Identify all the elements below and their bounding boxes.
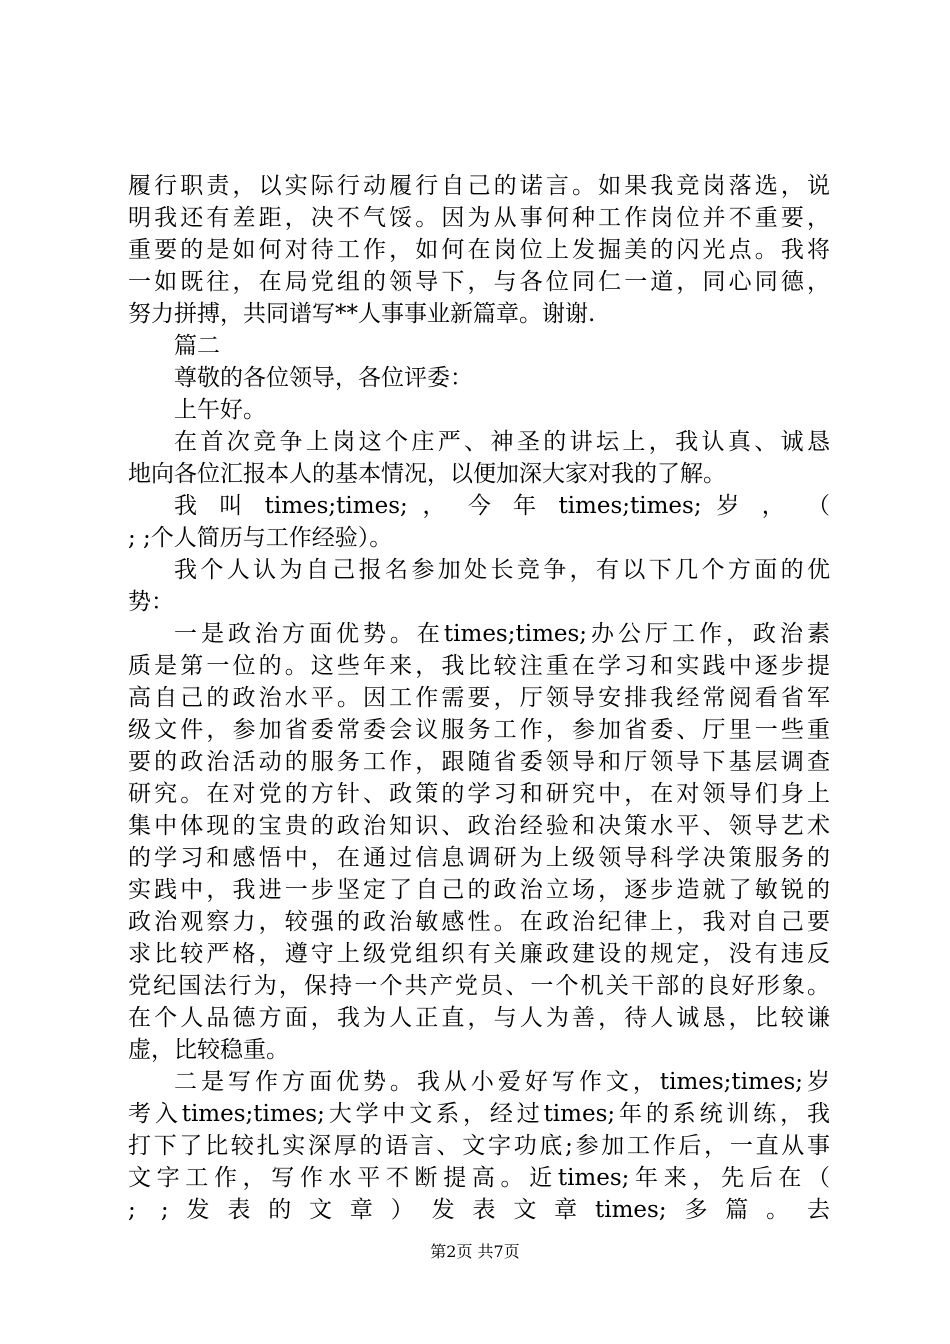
text-line: 要的政治活动的服务工作，跟随省委领导和厅领导下基层调查 [128,749,830,775]
text-line: 党纪国法行为，保持一个共产党员、一个机关干部的良好形象。 [128,973,830,999]
text-line: 打下了比较扎实深厚的语言、文字功底;参加工作后，一直从事 [128,1133,830,1159]
page-footer: 第2页 共7页 [430,1242,520,1261]
text-line: 在个人品德方面，我为人正直，与人为善，待人诚恳，比较谦 [128,1005,830,1031]
text-line: 文字工作，写作水平不断提高。近times;年来，先后在（ [128,1165,830,1191]
text-line: 虚，比较稳重。 [128,1037,289,1063]
document-body [128,170,830,1226]
text-line: 履行职责，以实际行动履行自己的诺言。如果我竞岗落选，说 [128,173,830,199]
text-line: 集中体现的宝贵的政治知识、政治经验和决策水平、领导艺术 [128,813,830,839]
text-line: 尊敬的各位领导，各位评委： [174,365,473,391]
text-line: 政治观察力，较强的政治敏感性。在政治纪律上，我对自己要 [128,909,830,935]
text-line: 二是写作方面优势。我从小爱好写作文，times;times;岁 [174,1069,830,1095]
text-line: 高自己的政治水平。因工作需要，厅领导安排我经常阅看省军 [128,685,830,711]
text-line: 我个人认为自己报名参加处长竞争，有以下几个方面的优 [174,557,830,583]
text-line: 研究。在对党的方针、政策的学习和研究中，在对领导们身上 [128,781,830,807]
text-line: 我 叫 times;times; ， 今 年 times;times; 岁 ， （ [174,493,830,519]
text-line: 努力拼搏，共同谱写**人事事业新篇章。谢谢. [128,301,596,327]
text-line: 一是政治方面优势。在times;times;办公厅工作，政治素 [174,621,830,647]
text-line: 质是第一位的。这些年来，我比较注重在学习和实践中逐步提 [128,653,830,679]
text-line: ; ;发表的文章）发表文章times;多篇。去 [128,1197,830,1223]
text-line: 篇二 [174,333,220,359]
text-line: 级文件，参加省委常委会议服务工作，参加省委、厅里一些重 [128,717,830,743]
text-line: 实践中，我进一步坚定了自己的政治立场，逐步造就了敏锐的 [128,877,830,903]
text-line: 考入times;times;大学中文系，经过times;年的系统训练，我 [128,1101,830,1127]
text-line: 的学习和感悟中，在通过信息调研为上级领导科学决策服务的 [128,845,830,871]
text-line: 一如既往，在局党组的领导下，与各位同仁一道，同心同德， [128,269,830,295]
text-line: 明我还有差距，决不气馁。因为从事何种工作岗位并不重要， [128,205,830,231]
text-line: 求比较严格，遵守上级党组织有关廉政建设的规定，没有违反 [128,941,830,967]
text-line: 上午好。 [174,397,266,423]
text-line: 势： [128,589,174,615]
text-line: 重要的是如何对待工作，如何在岗位上发掘美的闪光点。我将 [128,237,830,263]
text-line: 地向各位汇报本人的基本情况，以便加深大家对我的了解。 [128,461,726,487]
text-line: 在首次竞争上岗这个庄严、神圣的讲坛上，我认真、诚恳 [174,429,830,455]
text-line: ; ;个人简历与工作经验）。 [128,525,393,551]
